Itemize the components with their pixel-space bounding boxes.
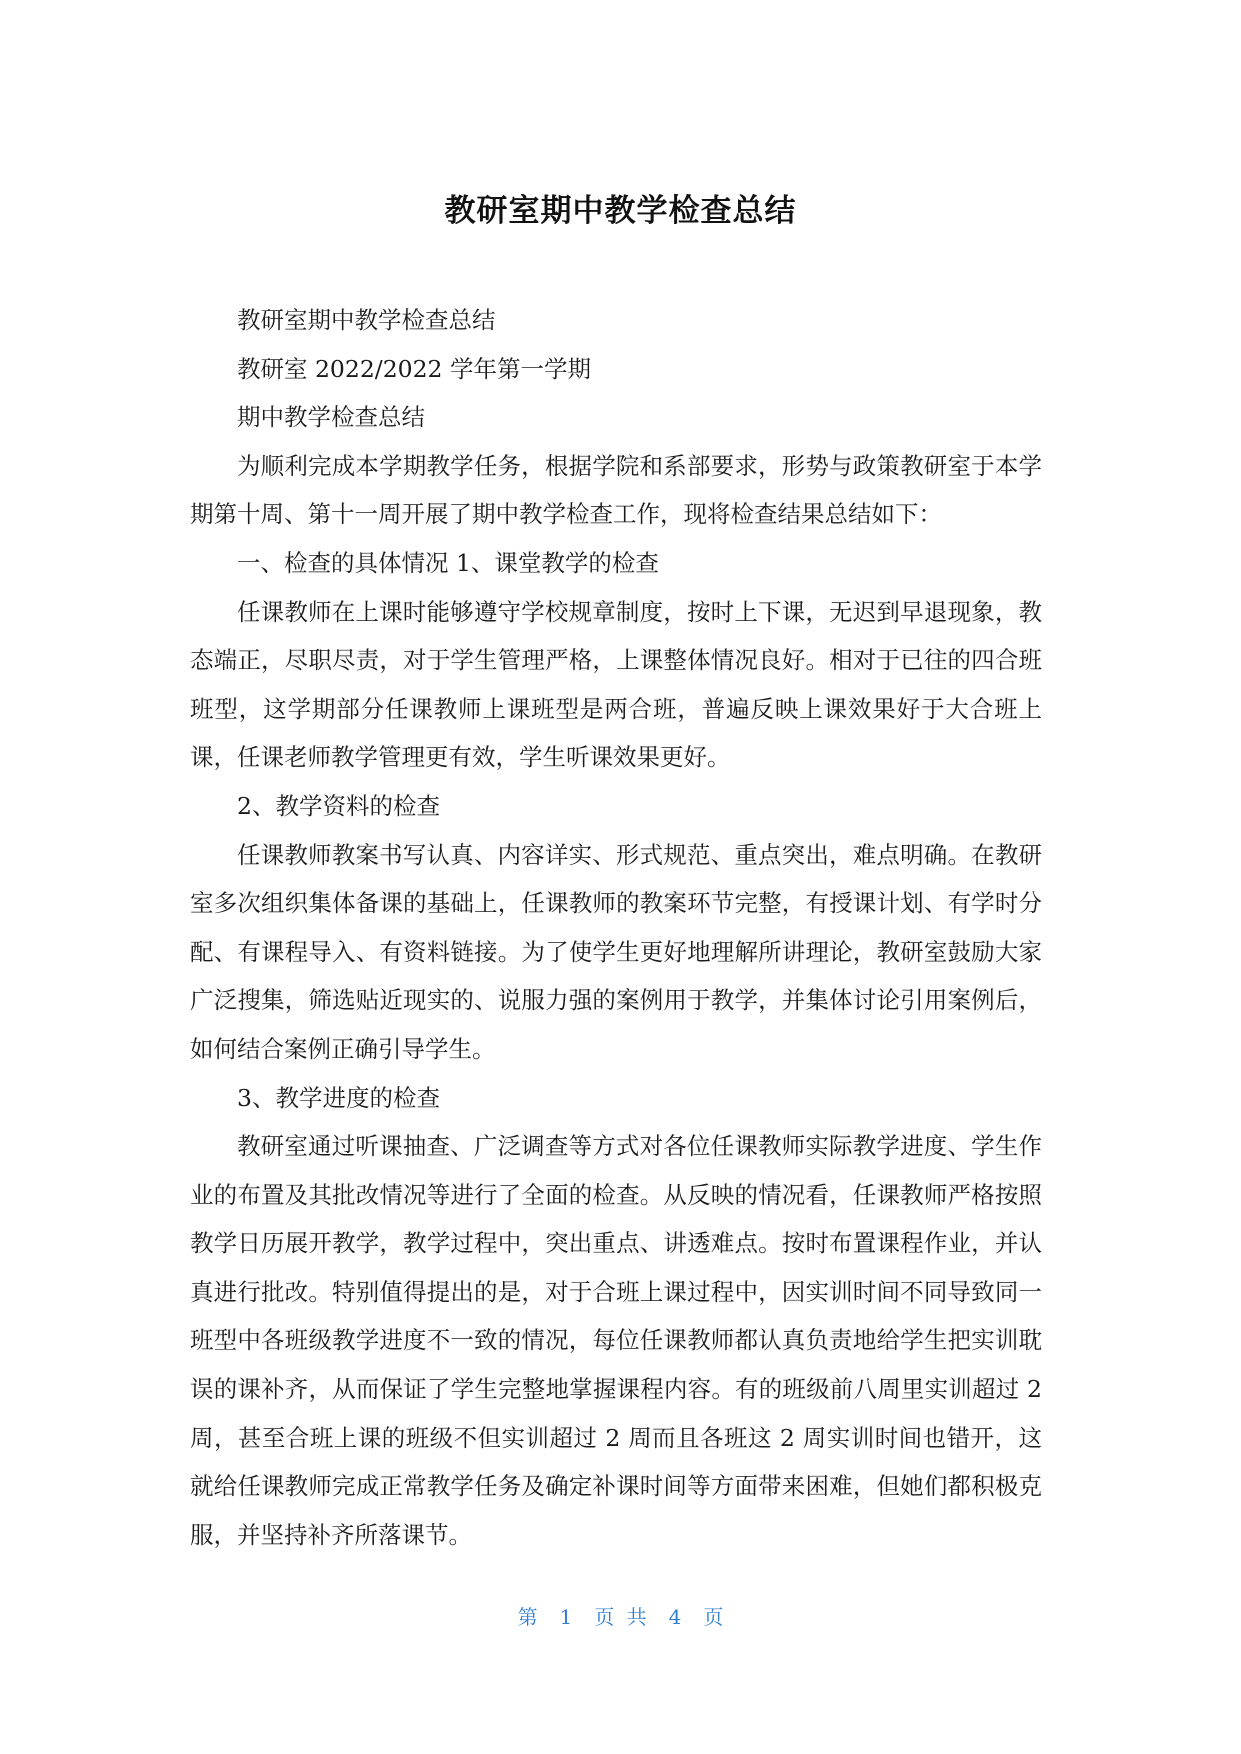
footer-mid: 页 共 — [594, 1605, 647, 1629]
paragraph-materials: 任课教师教案书写认真、内容详实、形式规范、重点突出，难点明确。在教研室多次组织集体备课的基础上，任课教师的教案环节完整，有授课计划、有学时分配、有课程导入、有资料链接。为了使学生更好地理解所讲理论，教研室鼓励大家广泛搜集，筛选贴近现实的、说服力强的案例用于教学，并集体讨论引用案例后，如何结合案例正确引导学生。 — [190, 840, 1042, 1063]
section-heading-3: 3、教学进度的检查 — [237, 1083, 440, 1112]
footer-current-page: 1 — [559, 1605, 573, 1629]
paragraph-classroom: 任课教师在上课时能够遵守学校规章制度，按时上下课，无迟到早退现象，教态端正，尽职尽责，对于学生管理严格，上课整体情况良好。相对于已往的四合班班型，这学期部分任课教师上课班型是两合班，普遍反映上课效果好于大合班上课，任课老师教学管理更有效，学生听课效果更好。 — [190, 597, 1042, 772]
page-footer — [0, 1602, 1241, 1632]
footer-total-pages: 4 — [668, 1605, 682, 1629]
footer-suffix: 页 — [703, 1605, 724, 1629]
footer-prefix: 第 — [517, 1605, 538, 1629]
section-heading-2: 2、教学资料的检查 — [237, 791, 440, 820]
paragraph-heading-repeat: 教研室期中教学检查总结 — [237, 306, 496, 334]
paragraph-subtitle: 期中教学检查总结 — [237, 403, 425, 432]
paragraph-progress: 教研室通过听课抽查、广泛调查等方式对各位任课教师实际教学进度、学生作业的布置及其批改情况等进行了全面的检查。从反映的情况看，任课教师严格按照教学日历展开教学，教学过程中，突出重点、讲透难点。按时布置课程作业，并认真进行批改。特别值得提出的是，对于合班上课过程中，因实训时间不同导致同一班型中各班级教学进度不一致的情况，每位任课教师都认真负责地给学生把实训耽误的课补齐，从而保证了学生完整地掌握课程内容。有的班级前八周里实训超过 2 周，甚至合班上课的班级不但实训超过 2 周而且各班这 2 周实训时间也错开，这就给任课教师完成正常教学任务及确定补课时间等方面带来困难，但她们都积极克服，并坚持补齐所落课节。 — [190, 1132, 1042, 1549]
paragraph-term: 教研室 2022/2022 学年第一学期 — [237, 354, 591, 383]
paragraph-intro: 为顺利完成本学期教学任务，根据学院和系部要求，形势与政策教研室于本学期第十周、第十一周开展了期中教学检查工作，现将检查结果总结如下： — [190, 451, 1042, 529]
document-body — [190, 296, 1042, 1559]
document-title: 教研室期中教学检查总结 — [444, 193, 797, 229]
section-heading-1: 一、检查的具体情况 1、课堂教学的检查 — [237, 548, 659, 577]
